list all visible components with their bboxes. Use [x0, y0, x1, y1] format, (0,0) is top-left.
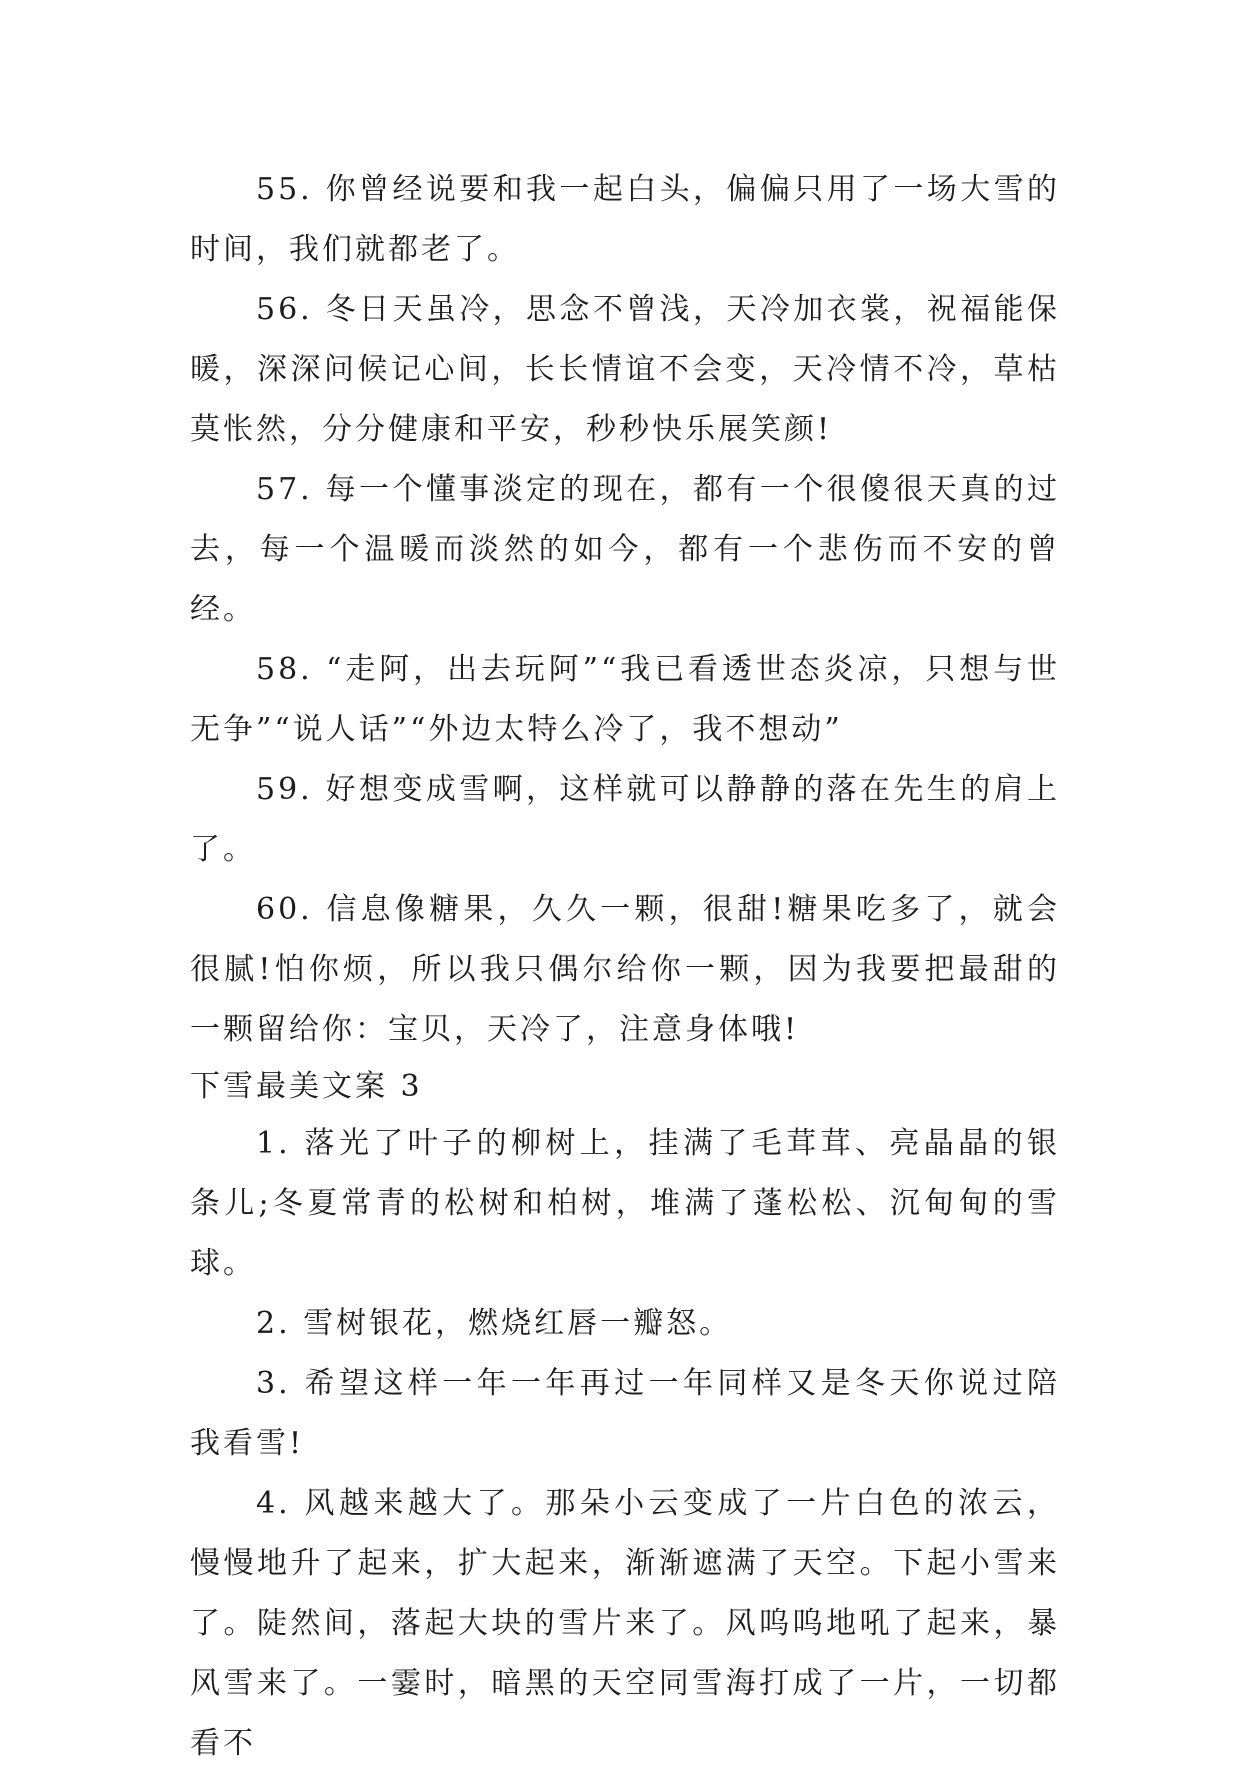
paragraph-56: 56. 冬日天虽冷，思念不曾浅，天冷加衣裳，祝福能保暖，深深问候记心间，长长情谊不会变，天冷情不冷，草枯莫怅然，分分健康和平安，秒秒快乐展笑颜! [190, 292, 1060, 447]
paragraph-59: 59. 好想变成雪啊，这样就可以静静的落在先生的肩上了。 [190, 772, 1060, 867]
document-body [190, 160, 1060, 1774]
paragraph-1: 1. 落光了叶子的柳树上，挂满了毛茸茸、亮晶晶的银条儿;冬夏常青的松树和柏树，堆满了蓬松松、沉甸甸的雪球。 [190, 1126, 1060, 1281]
paragraph-57: 57. 每一个懂事淡定的现在，都有一个很傻很天真的过去，每一个温暖而淡然的如今，都有一个悲伤而不安的曾经。 [190, 472, 1060, 627]
paragraph-60: 60. 信息像糖果，久久一颗，很甜!糖果吃多了，就会很腻!怕你烦，所以我只偶尔给你一颗，因为我要把最甜的一颗留给你：宝贝，天冷了，注意身体哦! [190, 892, 1060, 1047]
paragraph-2: 2. 雪树银花，燃烧红唇一瓣怒。 [256, 1306, 733, 1341]
paragraph-58: 58. “走阿，出去玩阿”“我已看透世态炎凉，只想与世无争”“说人话”“外边太特么冷了，我不想动” [190, 652, 1060, 747]
paragraph-55: 55. 你曾经说要和我一起白头，偏偏只用了一场大雪的时间，我们就都老了。 [190, 172, 1060, 267]
paragraph-4: 4. 风越来越大了。那朵小云变成了一片白色的浓云，慢慢地升了起来，扩大起来，渐渐遮满了天空。下起小雪来了。陡然间，落起大块的雪片来了。风呜呜地吼了起来，暴风雪来了。一霎时，暗黑的天空同雪海打成了一片，一切都看不 [190, 1486, 1060, 1761]
section-heading: 下雪最美文案 3 [190, 1069, 423, 1104]
paragraph-3: 3. 希望这样一年一年再过一年同样又是冬天你说过陪我看雪! [190, 1366, 1060, 1461]
